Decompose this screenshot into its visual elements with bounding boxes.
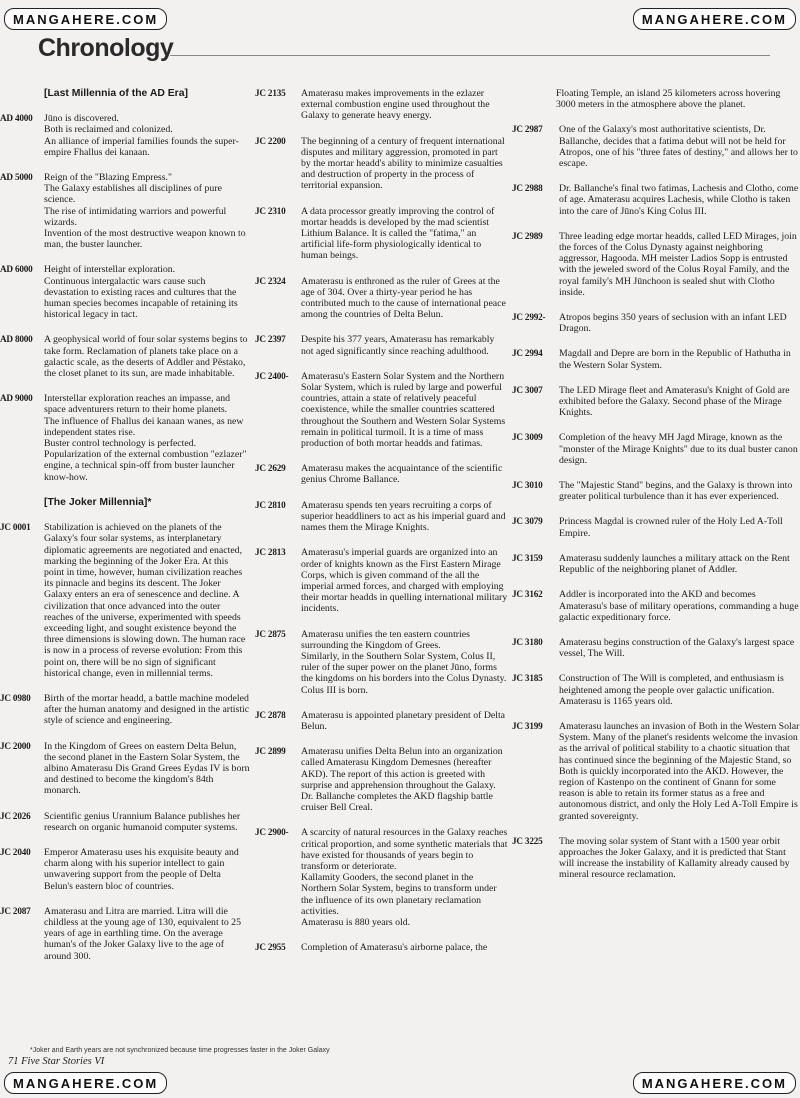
footnote: *Joker and Earth years are not synchronized because time progresses faster in the Joker Galaxy bbox=[30, 1047, 330, 1054]
entry-text: Amaterasu's Eastern Solar System and the Northern Solar System, which is ruled by large and powerful countries, attain a state of relatively peaceful coexistence, while the smaller countries scattered throughout the Southern and Western Solar Systems remain in political turmoil. It is a time of mass production of both mortar headds and fatimas. bbox=[301, 370, 506, 450]
entry-text: The LED Mirage fleet and Amaterasu's Knight of Gold are exhibited before the Galaxy. Second phase of the Mirage Knights. bbox=[559, 384, 790, 419]
entry-date: AD 4000 bbox=[0, 113, 33, 124]
timeline-entry bbox=[255, 500, 508, 534]
entry-text: Interstellar exploration reaches an impasse, and space adventurers return to their home planets. The influence of Fhallus dei kanaan wanes, as new independent states rise. Buster control technology is perfected. Popularization of the external combustion "ezlazer" engine, a technical spin-off from buster launcher know-how. bbox=[44, 393, 247, 483]
timeline-entry bbox=[512, 836, 800, 881]
entry-text: Emperor Amaterasu uses his exquisite beauty and charm along with his superior intellect to gain unwavering support from the people of Delta Belun's eastern bloc of countries. bbox=[44, 846, 239, 892]
timeline-entry bbox=[0, 264, 250, 320]
entry-date: JC 2878 bbox=[255, 709, 286, 720]
timeline-entry bbox=[0, 172, 250, 250]
entry-text: Height of interstellar exploration. Continuous intergalactic wars cause such devastation to existing races and cultures that the human species becomes incapable of retaining its historical legacy in tact. bbox=[44, 264, 238, 321]
timeline-entry bbox=[512, 516, 800, 538]
timeline-entry bbox=[0, 334, 250, 379]
timeline-entry bbox=[512, 553, 800, 575]
timeline-entry bbox=[255, 334, 508, 356]
entry-date: JC 3185 bbox=[512, 673, 543, 684]
title-divider bbox=[170, 55, 770, 56]
entry-date: JC 2397 bbox=[255, 334, 286, 345]
entry-text: A data processor greatly improving the control of mortar headds is developed by the mad scientist Lithium Balance. It is called the "fatima," an artificial life-form physiologically identical to human beings. bbox=[301, 205, 495, 262]
entry-date: JC 2899 bbox=[255, 746, 286, 757]
entry-text: Addler is incorporated into the AKD and becomes Amaterasu's base of military operations, commanding a huge galactic expeditionary force. bbox=[559, 589, 799, 623]
entry-text: Magdall and Depre are born in the Republic of Hathutha in the Western Solar System. bbox=[559, 348, 791, 371]
timeline-entry bbox=[255, 206, 508, 262]
timeline-entry bbox=[512, 673, 800, 707]
timeline-entry bbox=[512, 124, 800, 169]
timeline-entry bbox=[255, 827, 508, 928]
timeline-entry bbox=[512, 721, 800, 822]
watermark-logo: MANGAHERE.COM bbox=[4, 1072, 167, 1094]
timeline-entry bbox=[0, 693, 250, 727]
timeline-entry bbox=[0, 811, 250, 833]
continued-entry-text: Floating Temple, an island 25 kilometers across hovering 3000 meters in the atmosphere above the planet. bbox=[556, 88, 781, 111]
timeline-entry bbox=[0, 741, 250, 797]
entry-date: JC 2988 bbox=[512, 183, 543, 194]
section-heading: [The Joker Millennia]* bbox=[44, 496, 152, 508]
entry-text: In the Kingdom of Grees on eastern Delta Belun, the second planet in the Eastern Solar System, the albino Amaterasu Dis Grand Grees Eydas IV is born and destined to become the kingdom's 84th monarch. bbox=[44, 740, 250, 797]
entry-text: Birth of the mortar headd, a battle machine modeled after the human anatomy and designed in the artistic style of science and engineering. bbox=[44, 692, 250, 727]
entry-list bbox=[512, 124, 800, 880]
entry-date: JC 2026 bbox=[0, 810, 31, 821]
timeline-entry bbox=[512, 589, 800, 623]
entry-text: Reign of the "Blazing Empress." The Galaxy establishes all disciplines of pure science. The rise of intimidating warriors and powerful wizards. Invention of the most destructive weapon known to man, the buster launcher. bbox=[44, 172, 246, 251]
entry-date: JC 2900- bbox=[255, 827, 289, 838]
entry-date: JC 3009 bbox=[512, 432, 543, 443]
timeline-entry bbox=[255, 136, 508, 192]
timeline-entry bbox=[512, 432, 800, 466]
timeline-entry bbox=[512, 231, 800, 298]
timeline-entry bbox=[255, 629, 508, 696]
entry-date: JC 3162 bbox=[512, 589, 543, 600]
section-heading: [Last Millennia of the AD Era] bbox=[44, 88, 188, 99]
entry-date: AD 9000 bbox=[0, 393, 33, 404]
entry-text: Amaterasu suddenly launches a military attack on the Rent Republic of the neighboring planet of Addler. bbox=[559, 552, 790, 576]
page-number: 71 Five Star Stories VI bbox=[8, 1056, 105, 1067]
entry-text: Amaterasu launches an invasion of Both in the Western Solar System. Many of the planet's residents welcome the invasion as the arrival of political stability to a chaotic situation that has continued since the beginning of the Majestic Stand, so Both is quickly incorporated into the AKD. However, the region of Kastenpo on the continent of Gnann for some reason is able to retain its former status as a free and autonomous district, and only the Holy Led A-Toll Empire is granted sovereignty. bbox=[559, 720, 800, 822]
entry-list bbox=[255, 88, 508, 953]
entry-text: Amaterasu spends ten years recruiting a corps of superior headdliners to act as his imperial guard and names them the Mirage Knights. bbox=[301, 499, 506, 534]
entry-date: AD 8000 bbox=[0, 334, 33, 345]
entry-date: JC 3159 bbox=[512, 552, 543, 563]
watermark-logo: MANGAHERE.COM bbox=[4, 8, 167, 30]
column-right bbox=[512, 88, 800, 895]
entry-date: AD 6000 bbox=[0, 264, 33, 275]
timeline-entry bbox=[0, 113, 250, 158]
entry-date: JC 3180 bbox=[512, 636, 543, 647]
entry-text: Amaterasu unifies the ten eastern countries surrounding the Kingdom of Grees. Similarly, in the Southern Solar System, Colus II, ruler of the super power on the planet Jūno, forms the kingdoms on his borders into the Colus Dynasty. Colus III is born. bbox=[301, 628, 507, 696]
entry-text: Scientific genius Urannium Balance publishes her research on organic humanoid computer systems. bbox=[44, 810, 241, 833]
entry-text: Completion of Amaterasu's airborne palace, the bbox=[301, 942, 488, 954]
entry-date: JC 2994 bbox=[512, 348, 543, 359]
timeline-entry bbox=[512, 385, 800, 419]
watermark-logo: MANGAHERE.COM bbox=[633, 1072, 796, 1094]
entry-date: JC 2875 bbox=[255, 628, 286, 639]
entry-text: The beginning of a century of frequent international disputes and military aggression, promoted in part by the mortar headd's ability to minimize casualties and destruction of property in the process of territorial expansion. bbox=[301, 135, 505, 192]
timeline-entry bbox=[255, 88, 508, 122]
entry-date: JC 2955 bbox=[255, 942, 286, 953]
entry-date: JC 3007 bbox=[512, 384, 543, 395]
entry-date: JC 3199 bbox=[512, 720, 543, 731]
entry-text: Princess Magdal is crowned ruler of the Holy Led A-Toll Empire. bbox=[559, 516, 783, 539]
entry-date: JC 2629 bbox=[255, 463, 286, 474]
entry-date: JC 2813 bbox=[255, 547, 286, 558]
entry-date: JC 0001 bbox=[0, 522, 31, 533]
timeline-entry bbox=[0, 906, 250, 962]
timeline-entry bbox=[255, 371, 508, 449]
entry-text: The "Majestic Stand" begins, and the Galaxy is thrown into greater political turbulence than it has ever experienced. bbox=[559, 480, 793, 503]
entry-text: A geophysical world of four solar systems begins to take form. Reclamation of planets take place on a galactic scale, as the deserts of Addler and Pëstako, the closet planet to its sun, are made inhabitable. bbox=[44, 334, 248, 380]
timeline-entry bbox=[0, 393, 250, 483]
entry-text: Dr. Ballanche's final two fatimas, Lachesis and Clotho, come of age. Amaterasu acquires Lachesis, while Clotho is taken into the care of Jūno's King Colus III. bbox=[559, 183, 799, 217]
entry-date: JC 2987 bbox=[512, 124, 543, 135]
timeline-entry bbox=[255, 710, 508, 732]
entry-text: The moving solar system of Stant with a 1500 year orbit approaches the Joker Galaxy, and it is predicted that Stant will increase the instability of Kallamity already caused by mineral resource reclamation. bbox=[559, 835, 790, 881]
entry-date: JC 2087 bbox=[0, 905, 31, 916]
entry-text: Despite his 377 years, Amaterasu has remarkably not aged significantly since reaching adulthood. bbox=[301, 334, 495, 357]
entry-text: Amaterasu and Litra are married. Litra will die childless at the young age of 130, equivalent to 25 years of age in earthling time. On the average human's of the Joker Galaxy live to the age of around 300. bbox=[44, 905, 241, 962]
timeline-entry bbox=[512, 312, 800, 334]
page-title: Chronology bbox=[38, 34, 174, 62]
entry-list bbox=[0, 522, 250, 962]
entry-list bbox=[0, 113, 250, 483]
timeline-entry bbox=[512, 348, 800, 370]
timeline-entry bbox=[255, 463, 508, 485]
timeline-entry bbox=[0, 522, 250, 679]
entry-text: Three leading edge mortar headds, called LED Mirages, join the forces of the Colus Dynasty against neighboring aggressor, Hagooda. MH meister Ladios Sopp is entrusted with the jeweled sword of the Colus Royal Family, and the royal family's MH Jūnchoon is sealed shut with Clotho inside. bbox=[559, 230, 797, 298]
timeline-entry bbox=[512, 480, 800, 502]
entry-text: One of the Galaxy's most authoritative scientists, Dr. Ballanche, decides that a fatima debut will not be held for Atropos, one of his "three fates of destiny," and allows her to escape. bbox=[559, 124, 798, 170]
entry-date: JC 2040 bbox=[0, 846, 31, 857]
timeline-entry bbox=[0, 847, 250, 892]
column-middle bbox=[255, 88, 508, 967]
entry-text: Construction of The Will is completed, and enthusiasm is heightened among the people over galactic unification. Amaterasu is 1165 years old. bbox=[559, 673, 784, 707]
entry-text: Atropos begins 350 years of seclusion with an infant LED Dragon. bbox=[559, 312, 787, 335]
entry-date: JC 2810 bbox=[255, 499, 286, 510]
entry-date: JC 3010 bbox=[512, 480, 543, 491]
timeline-entry bbox=[255, 942, 508, 953]
timeline-entry bbox=[255, 547, 508, 614]
entry-text: Amaterasu is appointed planetary president of Delta Belun. bbox=[301, 709, 506, 732]
entry-date: JC 2400- bbox=[255, 370, 289, 381]
entry-text: Jūno is discovered. Both is reclaimed and colonized. An alliance of imperial families founds the super-empire Fhallus dei kanaan. bbox=[44, 113, 239, 158]
timeline-entry bbox=[255, 746, 508, 813]
entry-date: JC 2135 bbox=[255, 88, 286, 98]
column-left bbox=[0, 88, 250, 976]
entry-date: JC 2310 bbox=[255, 205, 286, 216]
entry-date: JC 2324 bbox=[255, 275, 286, 286]
entry-text: Amaterasu makes the acquaintance of the scientific genius Chrome Ballance. bbox=[301, 463, 503, 486]
entry-date: JC 3079 bbox=[512, 516, 543, 527]
entry-text: Amaterasu makes improvements in the ezlazer external combustion engine used throughout the Galaxy to generate heavy energy. bbox=[301, 88, 490, 122]
entry-text: Amaterasu begins construction of the Galaxy's largest space vessel, The Will. bbox=[559, 636, 795, 660]
entry-text: Amaterasu unifies Delta Belun into an organization called Amaterasu Kingdom Demesnes (hereafter AKD). The report of this action is greeted with surprise and apprehension throughout the Galaxy. Dr. Ballanche completes the AKD flagship battle cruiser Bell Creal. bbox=[301, 746, 503, 814]
entry-text: A scarcity of natural resources in the Galaxy reaches critical proportion, and some synthetic materials that have existed for thousands of years begin to transform or deteriorate. Kallamity Gooders, the second planet in the Northern Solar System, begins to transform under the influence of its own planetary reclamation activities. Amaterasu is 880 years old. bbox=[301, 827, 508, 928]
entry-text: Amaterasu's imperial guards are organized into an order of knights known as the First Eastern Mirage Corps, which is given command of the all the imperial armed forces, and charged with employing their mortar headds in quelling international military incidents. bbox=[301, 547, 508, 615]
entry-date: JC 0980 bbox=[0, 692, 31, 703]
entry-date: JC 2200 bbox=[255, 135, 286, 146]
entry-text: Completion of the heavy MH Jagd Mirage, known as the "monster of the Mirage Knights" due to its dual buster canon design. bbox=[559, 432, 798, 466]
entry-date: JC 2989 bbox=[512, 230, 543, 241]
entry-date: JC 2000 bbox=[0, 740, 31, 751]
entry-date: AD 5000 bbox=[0, 172, 33, 183]
timeline-entry bbox=[512, 637, 800, 659]
entry-text: Amaterasu is enthroned as the ruler of Grees at the age of 304. Over a thirty-year period he has contributed much to the cause of international peace among the countries of Delta Belun. bbox=[301, 275, 506, 321]
entry-date: JC 2992- bbox=[512, 312, 546, 323]
watermark-logo: MANGAHERE.COM bbox=[633, 8, 796, 30]
timeline-entry bbox=[255, 276, 508, 321]
timeline-entry bbox=[512, 183, 800, 217]
entry-date: JC 3225 bbox=[512, 835, 543, 846]
entry-text: Stabilization is achieved on the planets of the Galaxy's four solar systems, as interplanetary diplomatic agreements are negotiated and enacted, marking the beginning of the Joker Era. At this point in time, however, human civilization reaches its pinnacle and begins its descent. The Joker Galaxy enters an era of senescence and decline. A civilization that once advanced into the outer reaches of the universe, experimented with speeds exceeding light, and sought existence beyond the three dimensions is slowing down. The human race is now in a process of reverse evolution: From this point on, there will be no sign of significant historical change, even in millennial terms. bbox=[44, 522, 246, 679]
